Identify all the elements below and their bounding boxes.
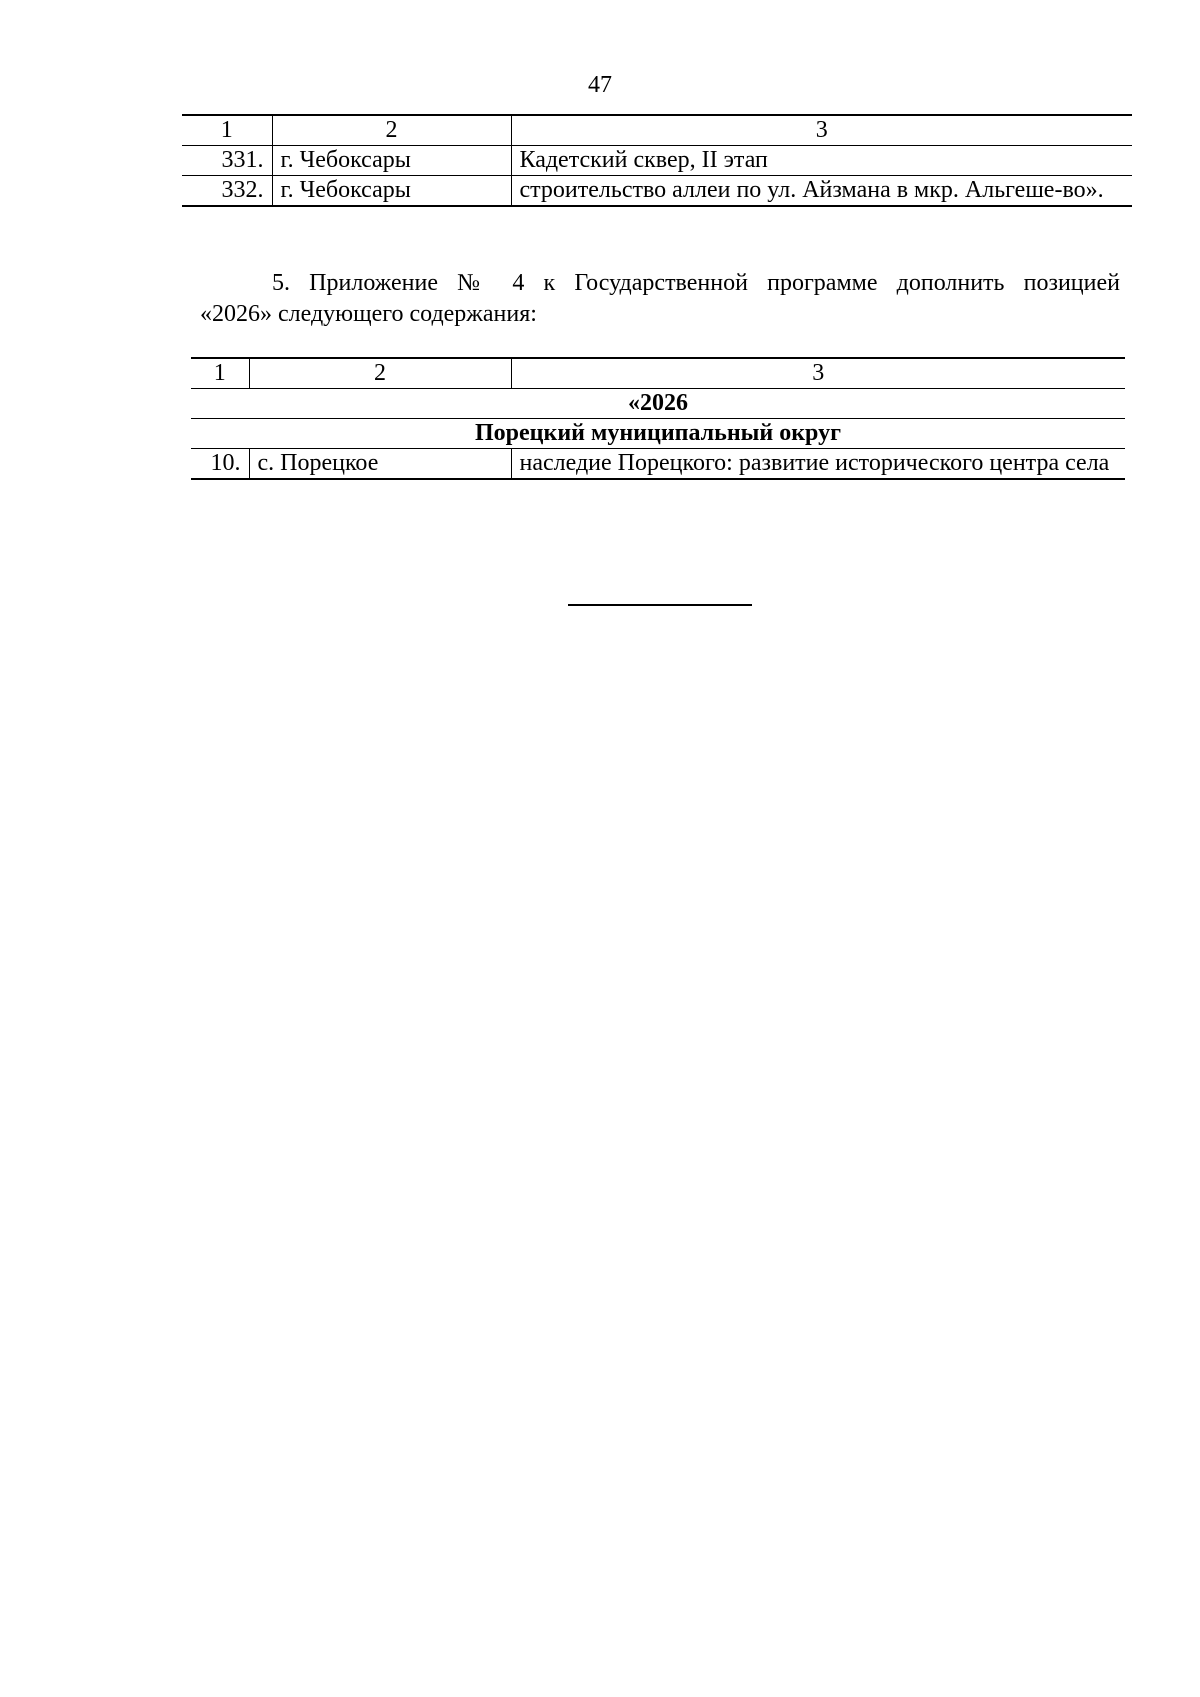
row-number: 332. — [182, 176, 272, 207]
header-col-2: 2 — [249, 358, 511, 389]
table-addition — [191, 357, 1125, 480]
amendment-paragraph — [200, 268, 1120, 330]
paragraph-line-1: 5. Приложение № 4 к Государственной программе дополнить позицией — [272, 270, 1120, 296]
row-number: 10. — [191, 449, 249, 480]
row-description: Кадетский сквер, II этап — [511, 146, 1132, 176]
paragraph-line-2: «2026» следующего содержания: — [200, 301, 537, 327]
table-continuation — [182, 114, 1132, 207]
table-header-row — [182, 115, 1132, 146]
header-col-1: 1 — [182, 115, 272, 146]
district-row — [191, 419, 1125, 449]
header-col-1: 1 — [191, 358, 249, 389]
row-number: 331. — [182, 146, 272, 176]
page-number: 47 — [588, 72, 612, 98]
row-description: наследие Порецкого: развитие исторического центра села — [511, 449, 1125, 480]
table-row — [182, 146, 1132, 176]
row-description: строительство аллеи по ул. Айзмана в мкр. Альгеше-во». — [511, 176, 1132, 207]
table-row — [182, 176, 1132, 207]
table-row — [191, 449, 1125, 480]
district-heading: Порецкий муниципальный округ — [191, 419, 1125, 449]
table-header-row — [191, 358, 1125, 389]
year-row — [191, 389, 1125, 419]
year-heading: «2026 — [191, 389, 1125, 419]
header-col-2: 2 — [272, 115, 511, 146]
header-col-3: 3 — [511, 115, 1132, 146]
row-place: с. Порецкое — [249, 449, 511, 480]
row-place: г. Чебоксары — [272, 176, 511, 207]
end-separator-line — [568, 604, 752, 606]
row-place: г. Чебоксары — [272, 146, 511, 176]
header-col-3: 3 — [511, 358, 1125, 389]
